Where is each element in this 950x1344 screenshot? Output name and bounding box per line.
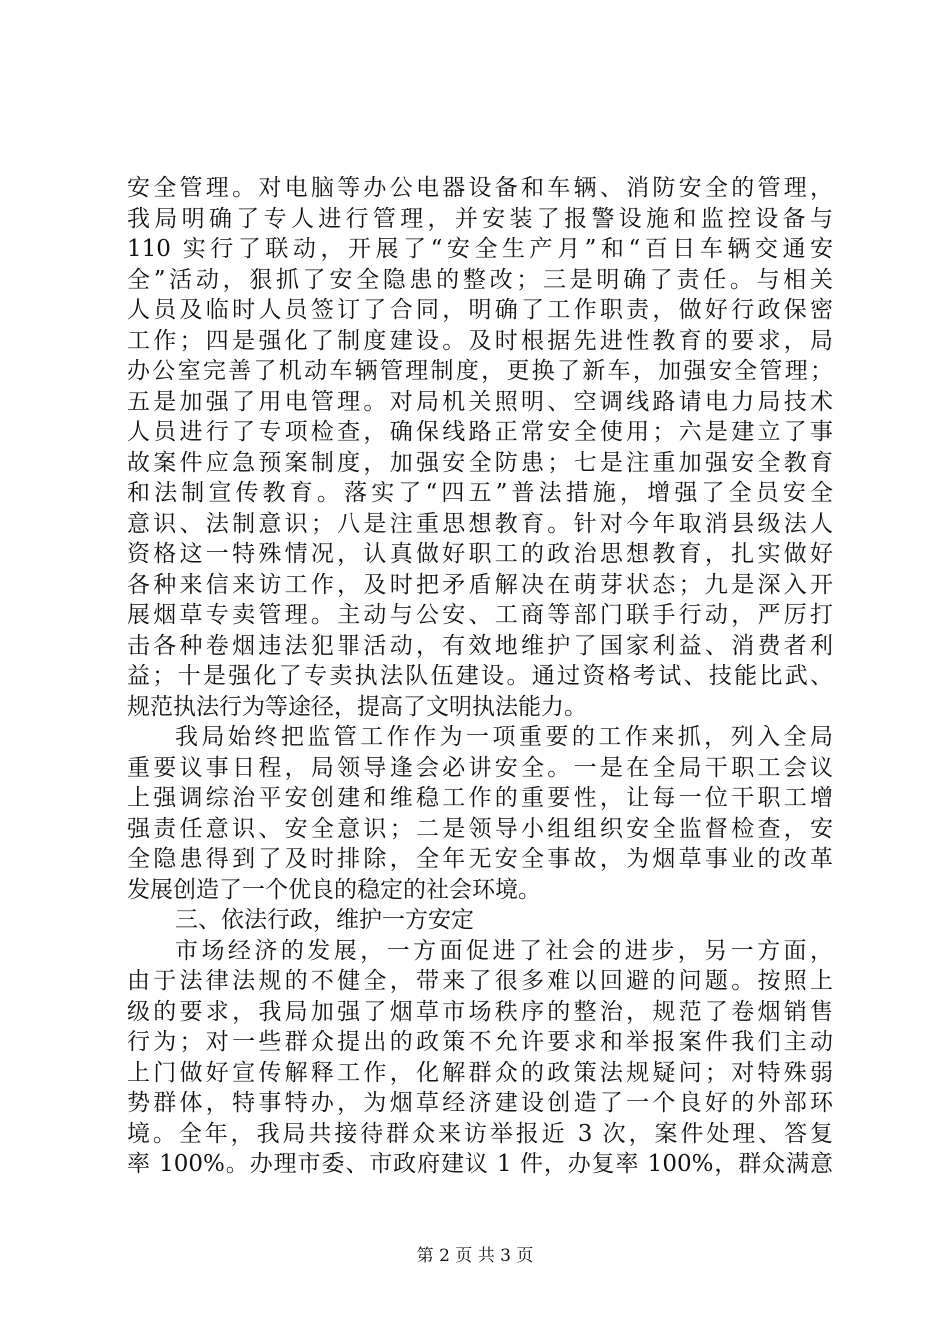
text-line: 我局始终把监管工作作为一项重要的工作来抓，列入全局 <box>175 724 833 750</box>
text-line: 人员及临时人员签订了合同，明确了工作职责，做好行政保密 <box>127 297 833 323</box>
text-line: 率 100%。办理市委、市政府建议 1 件，办复率 100%，群众满意 <box>127 1151 833 1177</box>
text-line: 110 实行了联动，开展了“安全生产月”和“百日车辆交通安 <box>127 236 833 262</box>
text-line: 规范执法行为等途径，提高了文明执法能力。 <box>127 693 587 720</box>
text-line: 境。全年，我局共接待群众来访举报近 3 次，案件处理、答复 <box>127 1120 833 1147</box>
text-line: 上强调综治平安创建和维稳工作的重要性，让每一位干职工增 <box>127 785 833 811</box>
document-body <box>127 173 833 1180</box>
text-line: 五是加强了用电管理。对局机关照明、空调线路请电力局技术 <box>127 388 833 415</box>
text-line: 安全管理。对电脑等办公电器设备和车辆、消防安全的管理， <box>127 175 833 201</box>
text-line: 级的要求，我局加强了烟草市场秩序的整治，规范了卷烟销售 <box>127 998 833 1025</box>
page-footer: 第 2 页 共 3 页 <box>416 1246 534 1266</box>
text-line: 强责任意识、安全意识；二是领导小组组织安全监督检查，安 <box>127 815 833 842</box>
text-line: 各种来信来访工作，及时把矛盾解决在萌芽状态；九是深入开 <box>127 571 833 598</box>
text-line: 全隐患得到了及时排除，全年无安全事故，为烟草事业的改革 <box>127 846 833 872</box>
text-line: 办公室完善了机动车辆管理制度，更换了新车，加强安全管理； <box>127 358 833 384</box>
text-line: 和法制宣传教育。落实了“四五”普法措施，增强了全员安全 <box>127 480 833 506</box>
text-line: 势群体，特事特办，为烟草经济建设创造了一个良好的外部环 <box>127 1090 833 1116</box>
text-line: 击各种卷烟违法犯罪活动，有效地维护了国家利益、消费者利 <box>127 632 833 659</box>
text-line: 人员进行了专项检查，确保线路正常安全使用；六是建立了事 <box>127 419 833 445</box>
text-line: 故案件应急预案制度，加强安全防患；七是注重加强安全教育 <box>127 449 833 476</box>
text-line: 益；十是强化了专卖执法队伍建设。通过资格考试、技能比武、 <box>127 663 833 689</box>
text-line: 工作；四是强化了制度建设。及时根据先进性教育的要求，局 <box>127 327 833 354</box>
text-line: 市场经济的发展，一方面促进了社会的进步，另一方面， <box>175 937 833 964</box>
text-line: 发展创造了一个优良的稳定的社会环境。 <box>127 876 541 903</box>
text-line: 展烟草专卖管理。主动与公安、工商等部门联手行动，严厉打 <box>127 602 833 628</box>
text-line: 上门做好宣传解释工作，化解群众的政策法规疑问；对特殊弱 <box>127 1059 833 1086</box>
text-line: 重要议事日程，局领导逢会必讲安全。一是在全局干职工会议 <box>127 754 833 781</box>
text-line: 资格这一特殊情况，认真做好职工的政治思想教育，扎实做好 <box>127 541 833 567</box>
text-line: 三、依法行政，维护一方安定 <box>175 907 474 933</box>
text-line: 由于法律法规的不健全，带来了很多难以回避的问题。按照上 <box>127 968 833 994</box>
text-line: 行为；对一些群众提出的政策不允许要求和举报案件我们主动 <box>127 1029 833 1055</box>
text-line: 全”活动，狠抓了安全隐患的整改；三是明确了责任。与相关 <box>127 266 833 293</box>
text-line: 意识、法制意识；八是注重思想教育。针对今年取消县级法人 <box>127 510 833 537</box>
text-line: 我局明确了专人进行管理，并安装了报警设施和监控设备与 <box>127 205 833 232</box>
